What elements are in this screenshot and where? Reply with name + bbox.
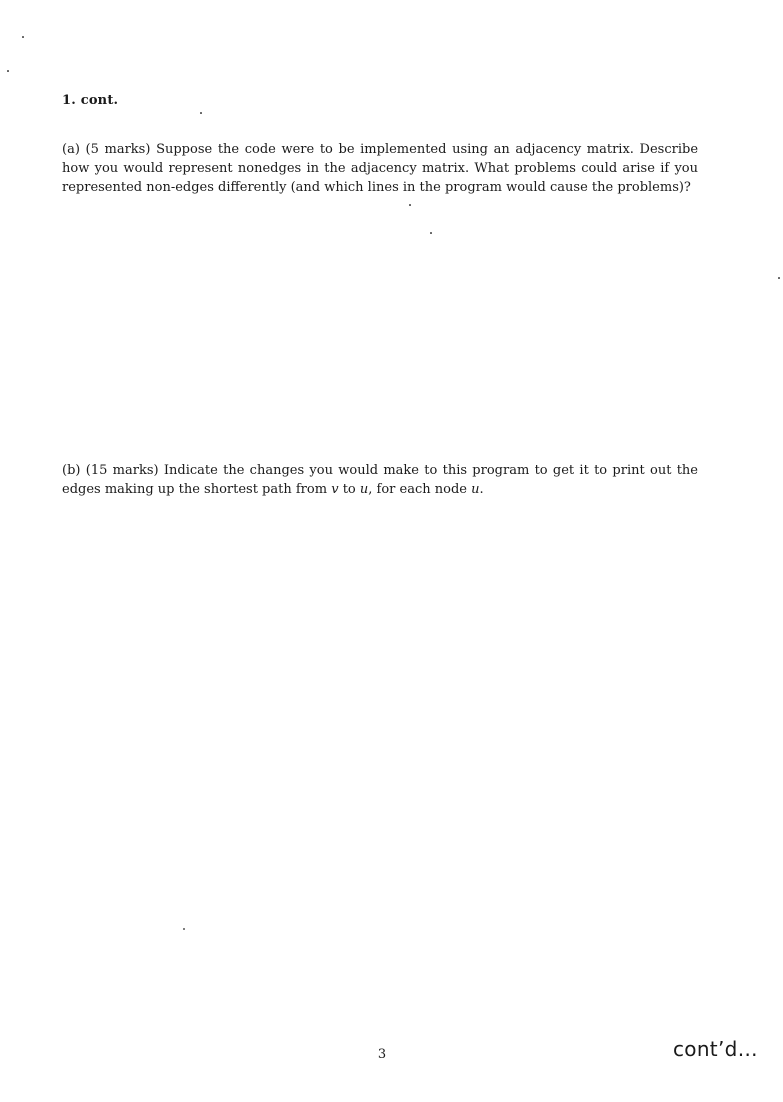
part-b-text-end: .: [479, 482, 484, 497]
scan-speck: [430, 232, 432, 234]
question-part-a: [62, 140, 698, 197]
part-a-marks: (5 marks): [85, 142, 151, 157]
part-a-label: (a): [62, 142, 80, 157]
part-b-text-after: , for each node: [368, 482, 467, 497]
page-number: 3: [377, 1047, 387, 1062]
question-part-b: [62, 461, 698, 499]
scan-speck: [7, 70, 9, 72]
part-b-text-mid: to: [342, 482, 356, 497]
var-v: v: [331, 482, 339, 497]
scan-speck: [22, 36, 24, 38]
section-heading: 1. cont.: [62, 93, 119, 108]
continued-marker: cont’d…: [673, 1037, 758, 1061]
part-b-marks: (15 marks): [85, 463, 159, 478]
scan-speck: [778, 277, 780, 279]
scan-speck: [183, 928, 185, 930]
part-a-text: Suppose the code were to be implemented using an adjacency matrix. Describe how you would represent nonedges in the adjacency matrix. What problems could arise if you represented non-edges differently (and which lines in the program would cause the problems)?: [62, 142, 699, 195]
part-b-text-before: Indicate the changes you would make to this program to get it to print out the edges making up the shortest path from: [62, 463, 698, 497]
part-b-label: (b): [62, 463, 81, 478]
var-u: u: [359, 482, 369, 497]
var-u-2: u: [471, 482, 480, 497]
scan-speck: [409, 204, 411, 206]
scan-speck: [200, 112, 202, 114]
